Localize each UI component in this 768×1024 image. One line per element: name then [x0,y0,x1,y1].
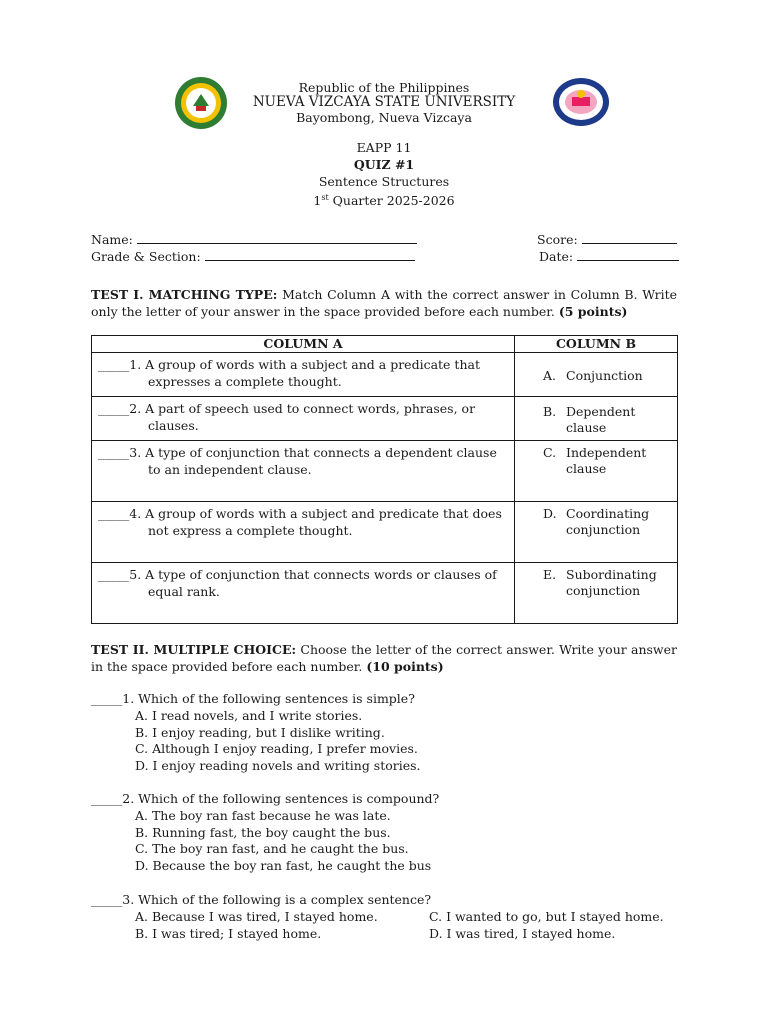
question-2: _____2. Which of the following sentences is compound? [91,791,440,806]
course-code: EAPP 11 [356,140,412,155]
republic-line: Republic of the Philippines [298,80,470,95]
test1-instructions: TEST I. MATCHING TYPE: Match Column A with the correct answer in Column B. Write only the letter of your answer in the space provided before each number. (5 points) [91,287,677,319]
date-blank[interactable] [577,249,679,261]
column-a-item: _____1. A group of words with a subject and a predicate that expresses a complete thought. [92,353,515,397]
university-name: NUEVA VIZCAYA STATE UNIVERSITY [252,94,516,110]
question-1-option-a: A. I read novels, and I write stories. [135,708,363,723]
column-a-item: _____2. A part of speech used to connect words, phrases, or clauses. [92,397,515,441]
column-a-header: COLUMN A [92,336,515,353]
grade-section-blank[interactable] [205,249,415,261]
grade-section-field[interactable]: Grade & Section: [91,249,415,265]
column-a-item: _____4. A group of words with a subject and predicate that does not express a complete thought. [92,502,515,563]
score-blank[interactable] [582,232,677,244]
question-1-option-d: D. I enjoy reading novels and writing stories. [135,758,421,773]
table-row [92,353,678,397]
name-field[interactable]: Name: [91,232,417,248]
column-b-header: COLUMN B [515,336,678,353]
question-1-option-c: C. Although I enjoy reading, I prefer movies. [135,741,418,756]
column-a-item: _____5. A type of conjunction that connects words or clauses of equal rank. [92,563,515,624]
column-b-item: E. Subordinating conjunction [515,563,678,624]
question-3-option-d: D. I was tired, I stayed home. [429,926,616,941]
column-b-item: A. Conjunction [515,353,678,397]
name-blank[interactable] [137,232,417,244]
question-3: _____3. Which of the following is a complex sentence? [91,892,432,907]
date-field[interactable]: Date: [539,249,679,265]
quiz-title: QUIZ #1 [353,157,415,172]
column-b-item: D. Coordinating conjunction [515,502,678,563]
table-row [92,502,678,563]
table-row [92,397,678,441]
question-3-option-b: B. I was tired; I stayed home. [135,926,322,941]
question-1: _____1. Which of the following sentences is simple? [91,691,415,706]
question-3-option-c: C. I wanted to go, but I stayed home. [429,909,664,924]
table-row [92,563,678,624]
column-a-item: _____3. A type of conjunction that connects a dependent clause to an independent clause. [92,441,515,502]
column-b-item: C. Independent clause [515,441,678,502]
table-header [92,336,678,353]
question-2-option-c: C. The boy ran fast, and he caught the bus. [135,841,409,856]
table-row [92,441,678,502]
question-2-option-b: B. Running fast, the boy caught the bus. [135,825,391,840]
question-2-option-a: A. The boy ran fast because he was late. [135,808,391,823]
question-1-option-b: B. I enjoy reading, but I dislike writing. [135,725,385,740]
column-b-item: B. Dependent clause [515,397,678,441]
test2-instructions: TEST II. MULTIPLE CHOICE: Choose the letter of the correct answer. Write your answer in the space provided before each number. (10 points) [91,642,677,674]
university-location: Bayombong, Nueva Vizcaya [296,110,472,125]
score-field[interactable]: Score: [537,232,677,248]
quarter-line: 1st Quarter 2025-2026 [313,193,455,209]
quiz-topic: Sentence Structures [318,174,450,189]
matching-table [91,335,678,624]
question-3-option-a: A. Because I was tired, I stayed home. [135,909,378,924]
question-2-option-d: D. Because the boy ran fast, he caught the bus [135,858,432,873]
